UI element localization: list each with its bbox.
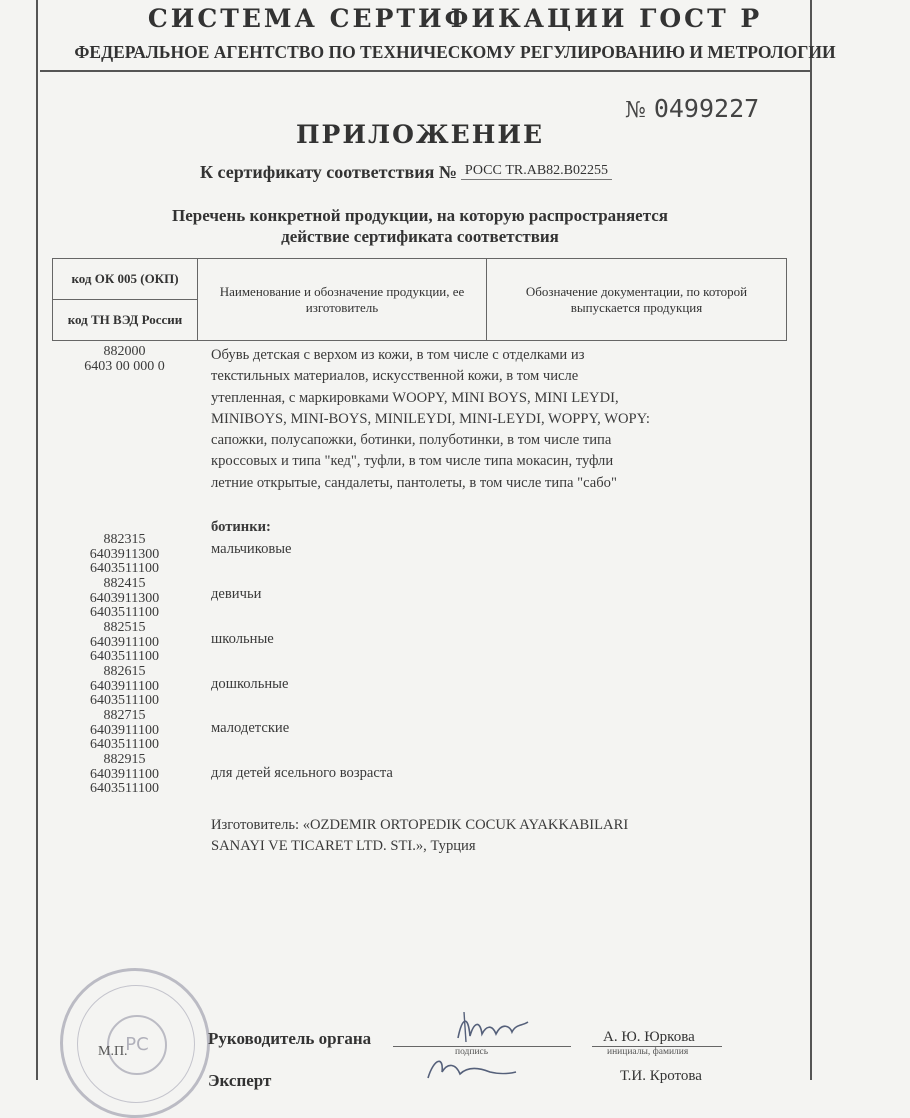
okp-code-header: код ОК 005 (ОКП) bbox=[53, 259, 198, 300]
subitem-code: 6403511100 bbox=[90, 561, 159, 576]
expert-signature-icon bbox=[420, 1052, 520, 1080]
head-signature-caption: подпись bbox=[455, 1047, 489, 1057]
subitem-code: 6403911100 bbox=[90, 722, 159, 738]
subitem-label-4: дошкольные bbox=[211, 676, 289, 692]
products-table-header bbox=[52, 258, 787, 341]
list-title-line2: действие сертификата соответствия bbox=[281, 227, 559, 246]
description-line: текстильных материалов, искусственной кожи, в том числе bbox=[211, 368, 579, 385]
description-line: утепленная, с маркировками WOOPY, MINI BOYS, MINI LEYDI, bbox=[211, 389, 619, 406]
certificate-label: К сертификату соответствия № bbox=[200, 162, 457, 182]
head-signature-icon bbox=[452, 1008, 532, 1048]
subitem-label-3: школьные bbox=[211, 631, 274, 647]
list-title-line1: Перечень конкретной продукции, на которую распространяется bbox=[171, 206, 669, 225]
main-code-tnved: 6403 00 000 0 bbox=[84, 358, 165, 374]
subgroup-title: ботинки: bbox=[211, 519, 271, 535]
documentation-header: Обозначение документации, по которой выпускается продукция bbox=[487, 259, 787, 341]
system-title: СИСТЕМА СЕРТИФИКАЦИИ ГОСТ Р bbox=[147, 4, 763, 33]
main-code-okp: 882000 bbox=[103, 344, 146, 359]
subitem-codes-5 bbox=[52, 709, 197, 753]
description-line: MINIBOYS, MINI-BOYS, MINILEYDI, MINI-LEYDI, WOPPY, WOPY: bbox=[211, 410, 650, 427]
subitem-codes-6 bbox=[52, 753, 197, 797]
subitem-label-1: мальчиковые bbox=[211, 541, 292, 557]
subitem-codes-1 bbox=[52, 533, 197, 577]
description-line: летние открытые, сандалеты, пантолеты, в том числе типа "сабо" bbox=[211, 474, 617, 491]
tnved-code-header: код ТН ВЭД России bbox=[53, 300, 198, 341]
manufacturer-line1: Изготовитель: «OZDEMIR ORTOPEDIK COCUK AYAKKABILARI bbox=[211, 817, 629, 833]
expert-name: Т.И. Кротова bbox=[620, 1068, 702, 1084]
subitem-code: 882515 bbox=[103, 620, 146, 635]
number-sign: № bbox=[625, 98, 646, 123]
subitem-codes-3 bbox=[52, 621, 197, 665]
form-number bbox=[625, 94, 759, 123]
description-line: Обувь детская с верхом из кожи, в том числе с отделками из bbox=[211, 347, 585, 363]
subitem-code: 6403511100 bbox=[90, 605, 159, 620]
description-line: кроссовых и типа "кед", туфли, в том числе типа мокасин, туфли bbox=[211, 453, 614, 470]
subitem-code: 6403511100 bbox=[90, 649, 159, 664]
subitem-code: 6403911100 bbox=[90, 634, 159, 650]
subitem-code: 6403911100 bbox=[90, 678, 159, 694]
main-item-codes bbox=[52, 345, 197, 374]
subitem-label-5: малодетские bbox=[211, 720, 290, 736]
stamp-place-mark: М.П. bbox=[98, 1044, 128, 1059]
subitem-code: 882915 bbox=[103, 752, 146, 767]
subitem-code: 882615 bbox=[103, 664, 146, 679]
subitem-label-2: девичьи bbox=[211, 586, 262, 602]
subitem-code: 882315 bbox=[103, 532, 146, 547]
subitem-label-6: для детей ясельного возраста bbox=[211, 765, 393, 781]
subitem-code: 6403911300 bbox=[89, 546, 160, 562]
subitem-code: 6403511100 bbox=[90, 781, 159, 796]
product-name-header: Наименование и обозначение продукции, ее изготовитель bbox=[198, 259, 487, 341]
subitem-code: 6403511100 bbox=[90, 737, 159, 752]
manufacturer bbox=[211, 815, 731, 856]
seal-emblem-icon: PC bbox=[107, 1015, 167, 1075]
main-item-description bbox=[211, 345, 731, 494]
header-divider bbox=[40, 70, 812, 72]
official-seal-stamp bbox=[60, 968, 210, 1118]
manufacturer-line2: SANAYI VE TICARET LTD. STI.», Турция bbox=[211, 837, 476, 854]
head-name: А. Ю. Юркова bbox=[603, 1029, 695, 1045]
certificate-number: РОСС TR.АВ82.В02255 bbox=[461, 163, 612, 180]
subitem-code: 6403511100 bbox=[90, 693, 159, 708]
appendix-title: ПРИЛОЖЕНИЕ bbox=[295, 120, 545, 149]
form-number-value: 0499227 bbox=[653, 94, 760, 123]
head-name-caption: инициалы, фамилия bbox=[607, 1047, 689, 1057]
subitem-codes-4 bbox=[52, 665, 197, 709]
head-of-body-label: Руководитель органа bbox=[208, 1029, 372, 1048]
description-line: сапожки, полусапожки, ботинки, полуботинки, в том числе типа bbox=[211, 432, 612, 449]
subitem-code: 6403911300 bbox=[89, 590, 160, 606]
subitem-code: 882715 bbox=[103, 708, 146, 723]
certificate-reference bbox=[200, 162, 612, 183]
agency-title: ФЕДЕРАЛЬНОЕ АГЕНТСТВО ПО ТЕХНИЧЕСКОМУ РЕГУЛИРОВАНИЮ И МЕТРОЛОГИИ bbox=[74, 42, 836, 62]
expert-label: Эксперт bbox=[208, 1071, 272, 1090]
subitem-code: 6403911100 bbox=[90, 766, 159, 782]
subitem-codes-2 bbox=[52, 577, 197, 621]
list-title bbox=[0, 205, 840, 247]
subitem-code: 882415 bbox=[103, 576, 146, 591]
